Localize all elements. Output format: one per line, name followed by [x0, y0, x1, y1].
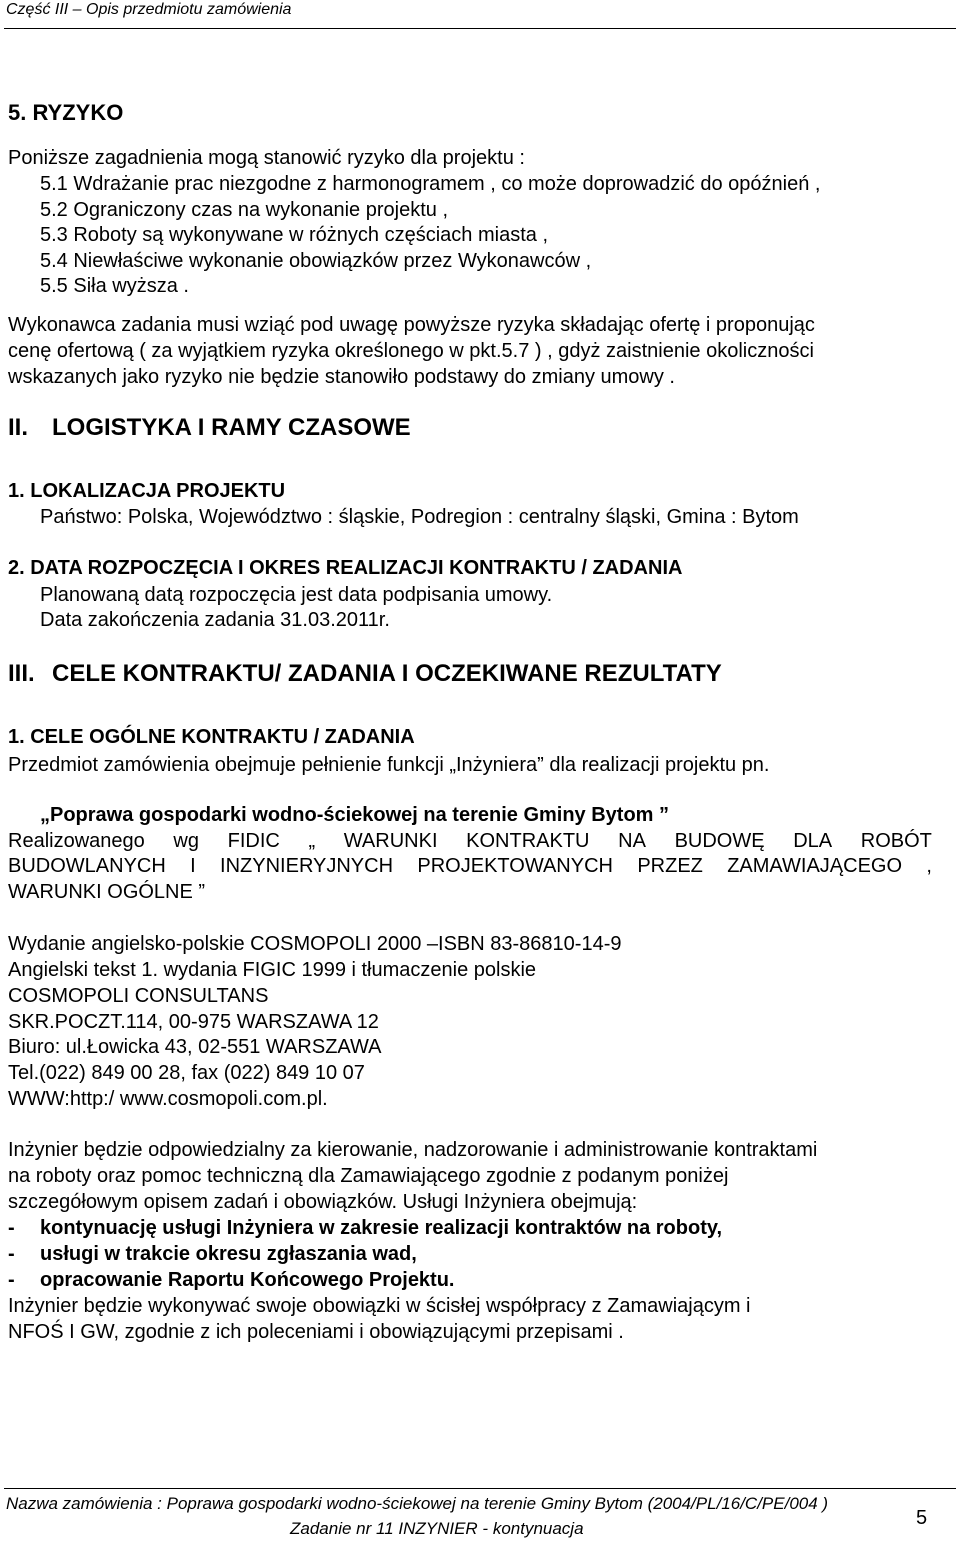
risk-item: 5.2 Ograniczony czas na wykonanie projektu ,: [40, 199, 448, 221]
responsibility-line: Inżynier będzie odpowiedzialny za kierowanie, nadzorowanie i administrowanie kontraktami: [8, 1139, 818, 1161]
responsibility-line: szczegółowym opisem zadań i obowiązków. Usługi Inżyniera obejmują:: [8, 1191, 638, 1213]
publication-line: WWW:http:/ www.cosmopoli.com.pl.: [8, 1088, 328, 1110]
fidic-line: [8, 856, 932, 876]
responsibility-line: na roboty oraz pomoc techniczną dla Zamawiającego zgodnie z podanym poniżej: [8, 1165, 729, 1187]
fidic-line: WARUNKI OGÓLNE ”: [8, 881, 206, 903]
word: ROBÓT: [860, 830, 932, 852]
word: KONTRAKTU: [466, 830, 590, 852]
section-number: II.: [8, 414, 29, 441]
project-name: „Poprawa gospodarki wodno-ściekowej na terenie Gminy Bytom ”: [40, 804, 670, 826]
risk-item: 5.1 Wdrażanie prac niezgodne z harmonogramem , co może doprowadzić do opóźnień ,: [40, 173, 821, 195]
word: NA: [618, 830, 646, 852]
end-date-text: Data zakończenia zadania 31.03.2011r.: [40, 609, 390, 631]
bullet-dash: -: [8, 1217, 15, 1239]
publication-line: SKR.POCZT.114, 00-975 WARSZAWA 12: [8, 1011, 379, 1033]
word: wg: [173, 830, 199, 852]
risk-paragraph-line: cenę ofertową ( za wyjątkiem ryzyka określonego w pkt.5.7 ) , gdyż zaistnienie okoliczności: [8, 340, 814, 362]
footer-rule: [4, 1488, 956, 1489]
section-heading-risk: 5. RYZYKO: [8, 100, 124, 125]
word: ,: [926, 855, 932, 877]
closing-line: Inżynier będzie wykonywać swoje obowiązki w ścisłej współpracy z Zamawiającym i: [8, 1295, 751, 1317]
word: PROJEKTOWANYCH: [417, 855, 613, 877]
bullet-dash: -: [8, 1243, 15, 1265]
section-number: III.: [8, 660, 35, 687]
word: Realizowanego: [8, 830, 145, 852]
service-bullet: usługi w trakcie okresu zgłaszania wad,: [40, 1243, 417, 1265]
word: DLA: [793, 830, 833, 852]
risk-item: 5.4 Niewłaściwe wykonanie obowiązków przez Wykonawców ,: [40, 250, 592, 272]
header-rule: [4, 28, 956, 29]
risk-item: 5.3 Roboty są wykonywane w różnych częściach miasta ,: [40, 224, 548, 246]
service-bullet: kontynuację usługi Inżyniera w zakresie realizacji kontraktów na roboty,: [40, 1217, 723, 1239]
section-heading-logistics: LOGISTYKA I RAMY CZASOWE: [52, 414, 411, 441]
risk-item: 5.5 Siła wyższa .: [40, 275, 189, 297]
publication-line: Angielski tekst 1. wydania FIGIC 1999 i tłumaczenie polskie: [8, 959, 537, 981]
risk-paragraph-line: wskazanych jako ryzyko nie będzie stanowiło podstawy do zmiany umowy .: [8, 366, 675, 388]
fidic-line: [8, 831, 932, 851]
footer-line: Zadanie nr 11 INZYNIER - kontynuacja: [290, 1519, 584, 1538]
subsection-title-location: 1. LOKALIZACJA PROJEKTU: [8, 480, 286, 502]
publication-line: Biuro: ul.Łowicka 43, 02-551 WARSZAWA: [8, 1036, 382, 1058]
publication-line: Tel.(022) 849 00 28, fax (022) 849 10 07: [8, 1062, 365, 1084]
word: INZYNIERYJNYCH: [220, 855, 394, 877]
bullet-dash: -: [8, 1269, 15, 1291]
word: PRZEZ: [637, 855, 703, 877]
subsection-title-dates: 2. DATA ROZPOCZĘCIA I OKRES REALIZACJI KONTRAKTU / ZADANIA: [8, 557, 683, 579]
word: BUDOWĘ: [674, 830, 765, 852]
footer-line: Nazwa zamówienia : Poprawa gospodarki wodno-ściekowej na terenie Gminy Bytom (2004/PL/16/C/PE/004 ): [6, 1494, 829, 1513]
word: I: [190, 855, 196, 877]
running-header: Część III – Opis przedmiotu zamówienia: [6, 1, 292, 18]
start-date-text: Planowaną datą rozpoczęcia jest data podpisania umowy.: [40, 584, 553, 606]
risk-paragraph-line: Wykonawca zadania musi wziąć pod uwagę powyższe ryzyka składając ofertę i proponując: [8, 314, 815, 336]
closing-line: NFOŚ I GW, zgodnie z ich poleceniami i obowiązującymi przepisami .: [8, 1321, 624, 1343]
section-heading-goals: CELE KONTRAKTU/ ZADANIA I OCZEKIWANE REZULTATY: [52, 660, 722, 687]
word: BUDOWLANYCH: [8, 855, 166, 877]
word: „: [308, 830, 316, 852]
publication-line: Wydanie angielsko-polskie COSMOPOLI 2000 –ISBN 83-86810-14-9: [8, 933, 622, 955]
service-bullet: opracowanie Raportu Końcowego Projektu.: [40, 1269, 455, 1291]
subsection-title-goals: 1. CELE OGÓLNE KONTRAKTU / ZADANIA: [8, 726, 415, 748]
word: FIDIC: [227, 830, 280, 852]
word: ZAMAWIAJĄCEGO: [727, 855, 903, 877]
risk-intro: Poniższe zagadnienia mogą stanowić ryzyko dla projektu :: [8, 147, 525, 169]
goals-text: Przedmiot zamówienia obejmuje pełnienie funkcji „Inżyniera” dla realizacji projektu pn.: [8, 754, 770, 776]
location-text: Państwo: Polska, Województwo : śląskie, Podregion : centralny śląski, Gmina : Bytom: [40, 506, 799, 528]
publication-line: COSMOPOLI CONSULTANS: [8, 985, 269, 1007]
page-number: 5: [916, 1507, 928, 1529]
word: WARUNKI: [343, 830, 438, 852]
